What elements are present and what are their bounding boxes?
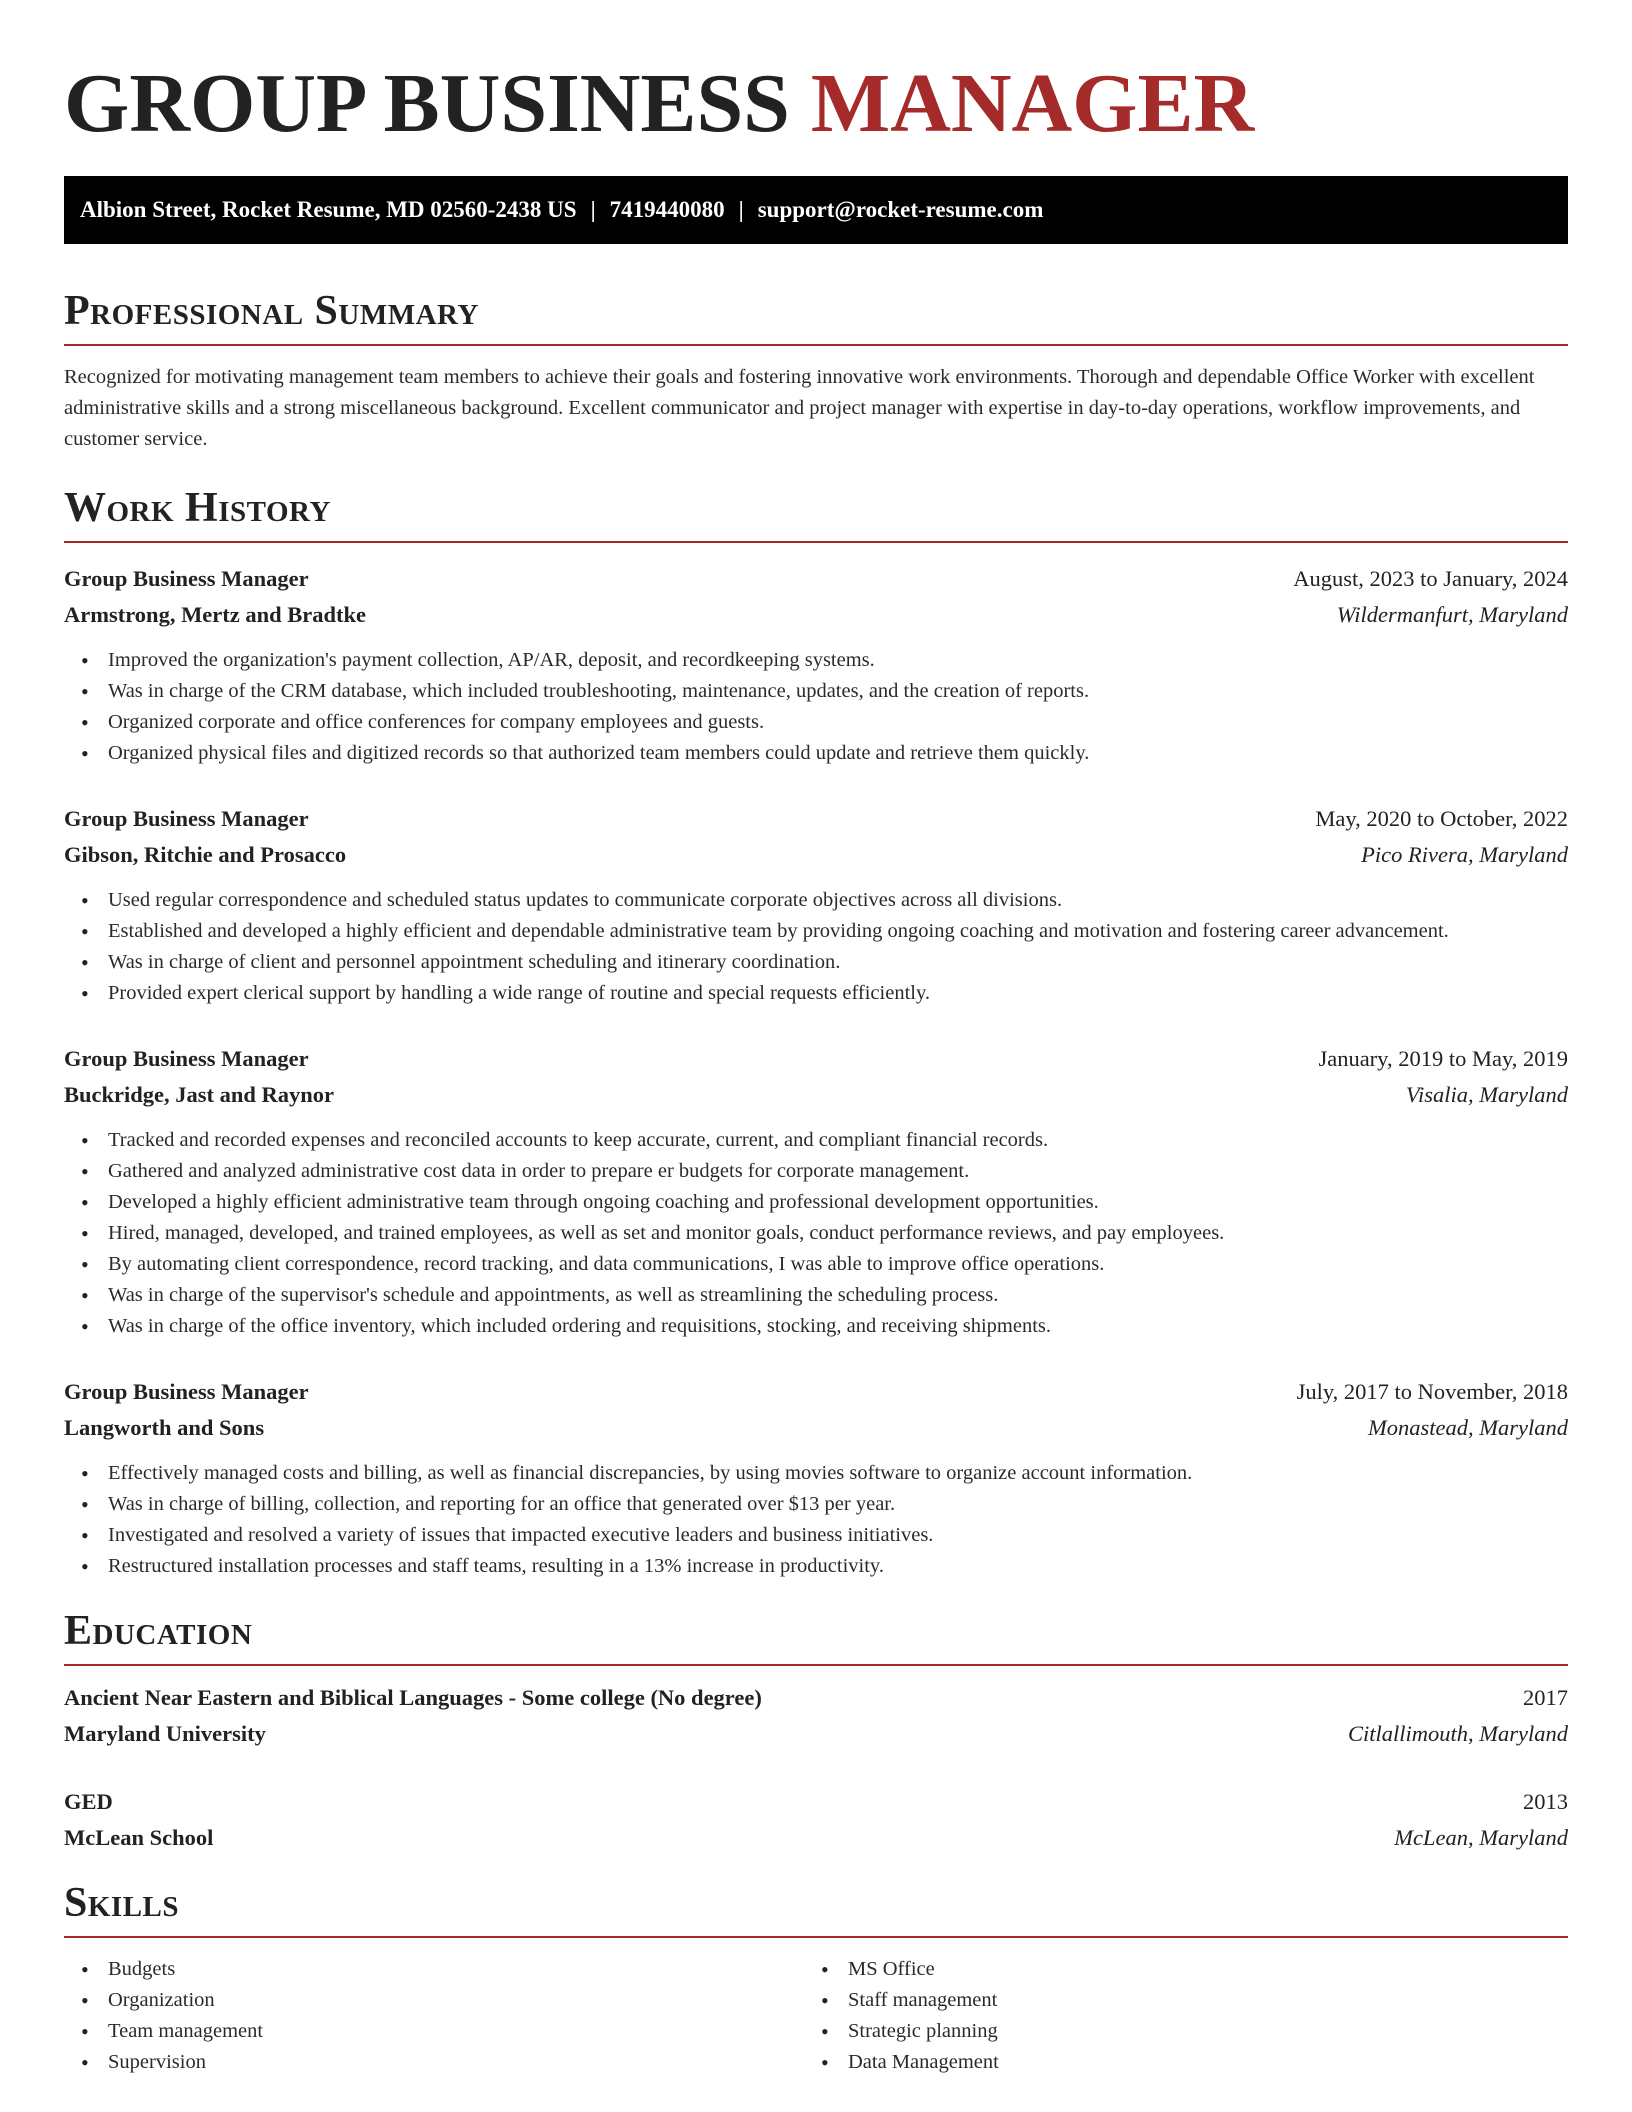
job-position: Group Business Manager	[64, 1046, 309, 1071]
section-title-education: Education	[64, 1608, 253, 1654]
summary-text: Recognized for motivating management team members to achieve their goals and fostering innovative work environments. Thorough and dependable Office Worker with excellent administrative skills and a strong miscellaneous background. Excellent communicator and project manager with expertise in day-to-day operations, workflow improvements, and customer service.	[64, 366, 1535, 450]
skills-section	[64, 1878, 1568, 2078]
job-bullet-list	[64, 1125, 1568, 1342]
section-divider	[64, 1936, 1568, 1938]
job-bullet: • Was in charge of the supervisor's schedule and appointments, as well as streamlining the scheduling process.	[108, 1280, 1568, 1311]
contact-address: Albion Street, Rocket Resume, MD 02560-2438 US	[80, 197, 577, 222]
job-header-row	[64, 1041, 1568, 1077]
contact-email[interactable]: support@rocket-resume.com	[757, 197, 1044, 222]
contact-phone[interactable]: 7419440080	[609, 197, 725, 222]
job-position: Group Business Manager	[64, 806, 309, 831]
section-title-work-history: Work History	[64, 485, 331, 531]
job-company: Armstrong, Mertz and Bradtke	[64, 602, 367, 627]
job-location: Visalia, Maryland	[1405, 1082, 1568, 1107]
job-bullet-list	[64, 885, 1568, 1009]
job-bullet: • Established and developed a highly efficient and dependable administrative team by providing ongoing coaching and motivation and fostering career advancement.	[108, 916, 1568, 947]
job-company-row	[64, 1077, 1568, 1113]
job-header-row	[64, 561, 1568, 597]
education-school-row	[64, 1820, 1568, 1856]
education-school-row	[64, 1716, 1568, 1752]
contact-separator: |	[590, 197, 596, 222]
skill-item: • Strategic planning	[848, 2016, 1544, 2047]
skill-item: • Staff management	[848, 1985, 1544, 2016]
job-entry	[64, 1374, 1568, 1582]
job-bullet-list	[64, 645, 1568, 769]
job-company-row	[64, 1410, 1568, 1446]
job-bullet: • Provided expert clerical support by handling a wide range of routine and special requests efficiently.	[108, 978, 1568, 1009]
resume-name-title	[64, 0, 1568, 156]
skills-list	[64, 1954, 804, 2078]
education-location: McLean, Maryland	[1394, 1825, 1568, 1850]
job-bullet: • Gathered and analyzed administrative cost data in order to prepare er budgets for corporate management.	[108, 1156, 1568, 1187]
education-year: 2013	[1523, 1789, 1568, 1814]
skill-item: • Supervision	[108, 2047, 804, 2078]
job-bullet: • Restructured installation processes and staff teams, resulting in a 13% increase in productivity.	[108, 1551, 1568, 1582]
contact-separator: |	[738, 197, 744, 222]
job-bullet: • Used regular correspondence and scheduled status updates to communicate corporate objectives across all divisions.	[108, 885, 1568, 916]
job-bullet: • By automating client correspondence, record tracking, and data communications, I was able to improve office operations.	[108, 1249, 1568, 1280]
education-section	[64, 1606, 1568, 1856]
education-entry	[64, 1680, 1568, 1752]
job-location: Pico Rivera, Maryland	[1361, 842, 1568, 867]
job-header-row	[64, 801, 1568, 837]
name-title-accent: MANAGER	[810, 57, 1255, 150]
job-bullet: • Was in charge of the office inventory, which included ordering and requisitions, stocking, and receiving shipments.	[108, 1311, 1568, 1342]
summary-section	[64, 286, 1568, 455]
education-school: McLean School	[64, 1825, 214, 1850]
skills-column-left	[64, 1954, 804, 2078]
education-school: Maryland University	[64, 1721, 266, 1746]
education-degree-row	[64, 1680, 1568, 1716]
job-entry	[64, 801, 1568, 1009]
job-dates: August, 2023 to January, 2024	[1293, 566, 1568, 591]
skill-item: • Data Management	[848, 2047, 1544, 2078]
contact-bar	[64, 176, 1568, 244]
skill-item: • Organization	[108, 1985, 804, 2016]
job-bullet: • Was in charge of the CRM database, which included troubleshooting, maintenance, updates, and the creation of reports.	[108, 676, 1568, 707]
job-bullet-list	[64, 1458, 1568, 1582]
section-divider	[64, 541, 1568, 543]
job-bullet: • Developed a highly efficient administrative team through ongoing coaching and professional development opportunities.	[108, 1187, 1568, 1218]
job-bullet: • Organized corporate and office conferences for company employees and guests.	[108, 707, 1568, 738]
education-degree-row	[64, 1784, 1568, 1820]
section-title-summary: Professional Summary	[64, 288, 479, 334]
job-company: Buckridge, Jast and Raynor	[64, 1082, 335, 1107]
job-location: Wildermanfurt, Maryland	[1336, 602, 1568, 627]
section-divider	[64, 344, 1568, 346]
job-bullet: • Tracked and recorded expenses and reconciled accounts to keep accurate, current, and compliant financial records.	[108, 1125, 1568, 1156]
skills-list	[804, 1954, 1544, 2078]
education-entry	[64, 1784, 1568, 1856]
resume-page	[64, 0, 1568, 2078]
name-title-main: GROUP BUSINESS	[64, 57, 811, 150]
skills-grid	[64, 1954, 1568, 2078]
skills-column-right	[804, 1954, 1544, 2078]
job-header-row	[64, 1374, 1568, 1410]
section-divider	[64, 1664, 1568, 1666]
job-bullet: • Hired, managed, developed, and trained employees, as well as set and monitor goals, conduct performance reviews, and pay employees.	[108, 1218, 1568, 1249]
job-company: Gibson, Ritchie and Prosacco	[64, 842, 347, 867]
education-degree: Ancient Near Eastern and Biblical Languages - Some college (No degree)	[64, 1685, 762, 1710]
job-entry	[64, 1041, 1568, 1342]
job-bullet: • Was in charge of billing, collection, and reporting for an office that generated over $13 per year.	[108, 1489, 1568, 1520]
job-position: Group Business Manager	[64, 1379, 309, 1404]
job-location: Monastead, Maryland	[1368, 1415, 1568, 1440]
education-degree: GED	[64, 1789, 113, 1814]
education-year: 2017	[1523, 1685, 1568, 1710]
job-bullet: • Investigated and resolved a variety of issues that impacted executive leaders and business initiatives.	[108, 1520, 1568, 1551]
job-company-row	[64, 597, 1568, 633]
section-title-skills: Skills	[64, 1880, 180, 1926]
job-bullet: • Was in charge of client and personnel appointment scheduling and itinerary coordination.	[108, 947, 1568, 978]
job-bullet: • Organized physical files and digitized records so that authorized team members could update and retrieve them quickly.	[108, 738, 1568, 769]
job-bullet: • Improved the organization's payment collection, AP/AR, deposit, and recordkeeping systems.	[108, 645, 1568, 676]
job-bullet: • Effectively managed costs and billing, as well as financial discrepancies, by using movies software to organize account information.	[108, 1458, 1568, 1489]
skill-item: • Budgets	[108, 1954, 804, 1985]
job-dates: January, 2019 to May, 2019	[1318, 1046, 1568, 1071]
education-location: Citlallimouth, Maryland	[1347, 1721, 1568, 1746]
work-history-section	[64, 483, 1568, 1582]
job-position: Group Business Manager	[64, 566, 309, 591]
skill-item: • Team management	[108, 2016, 804, 2047]
job-dates: July, 2017 to November, 2018	[1296, 1379, 1568, 1404]
job-entry	[64, 561, 1568, 769]
skill-item: • MS Office	[848, 1954, 1544, 1985]
job-dates: May, 2020 to October, 2022	[1315, 806, 1568, 831]
job-company: Langworth and Sons	[64, 1415, 265, 1440]
job-company-row	[64, 837, 1568, 873]
